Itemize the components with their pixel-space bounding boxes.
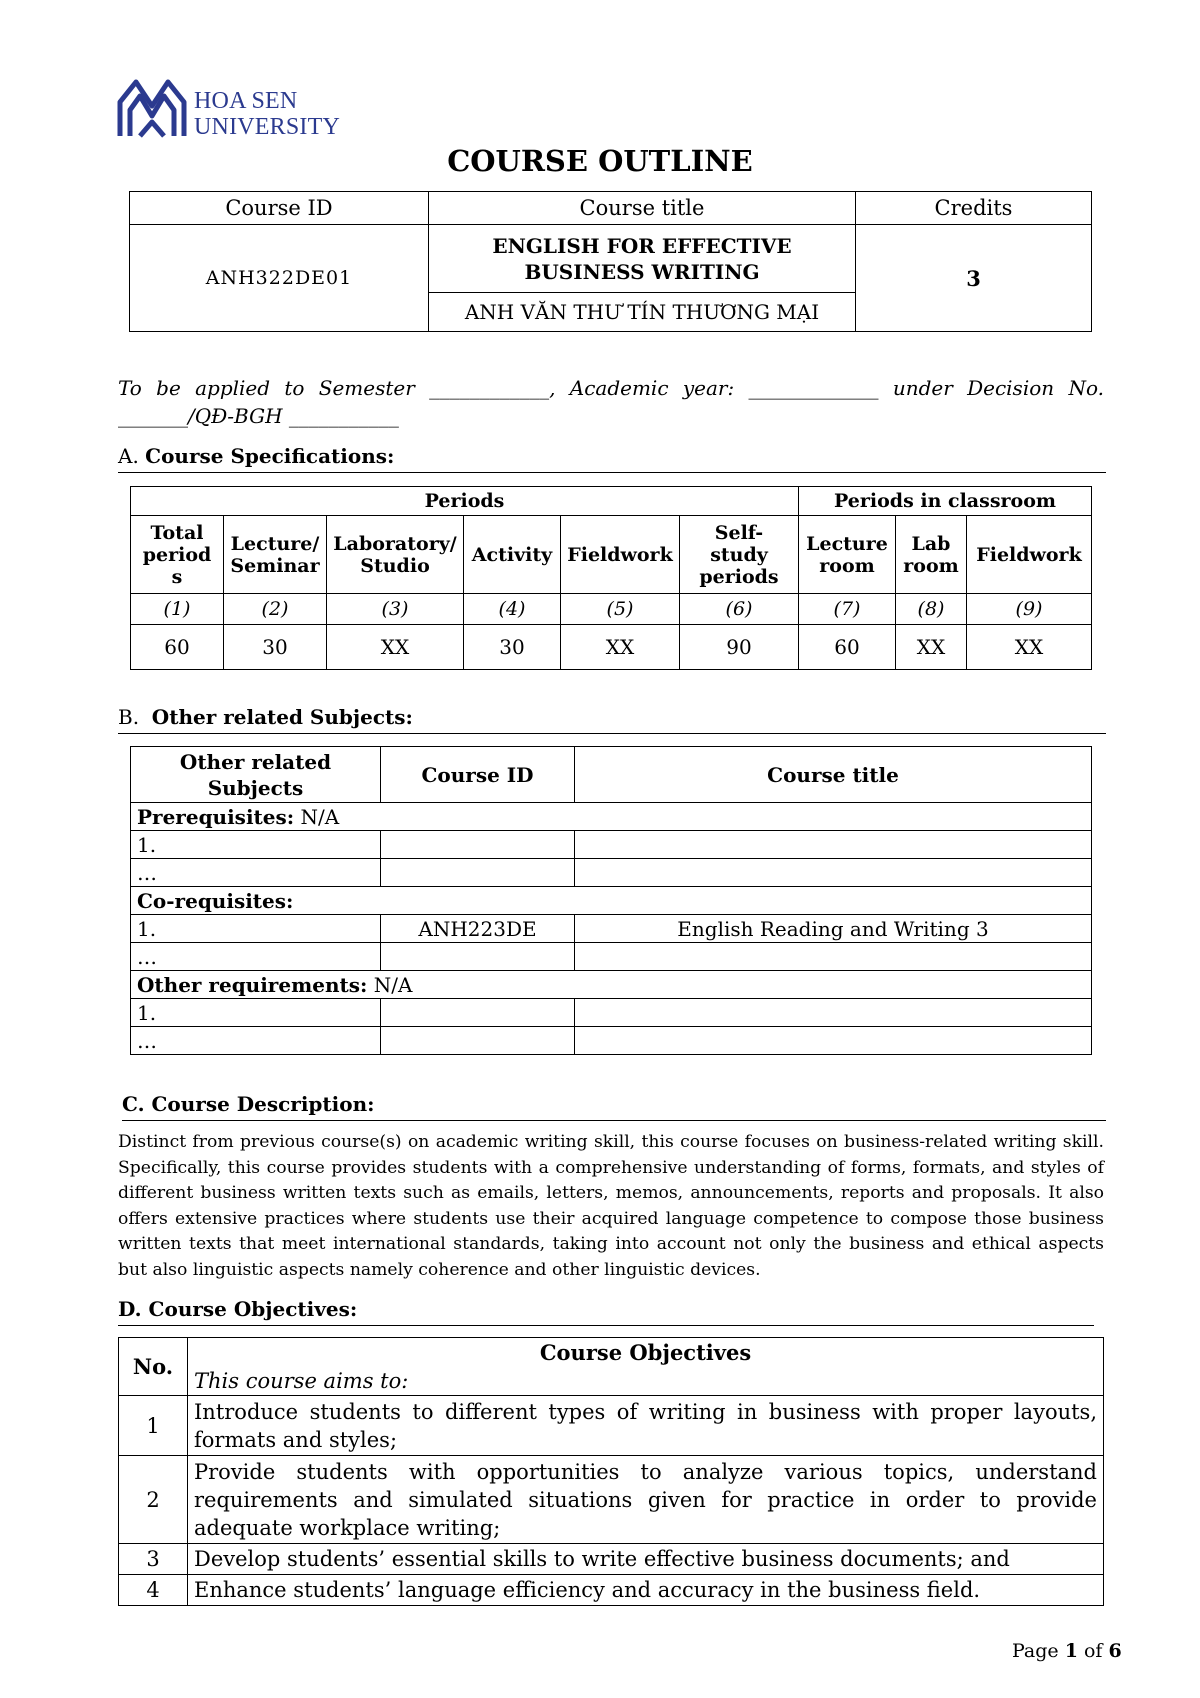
- other-requirements-value: N/A: [367, 972, 413, 997]
- num-5: (5): [561, 594, 680, 625]
- applied-line2: _______/QĐ-BGH ___________: [118, 404, 399, 428]
- objective-1-no: 1: [119, 1396, 188, 1456]
- value-laboratory-studio: XX: [327, 625, 464, 670]
- col-total-periods: Total period s: [131, 516, 224, 594]
- header-related-subjects: Other related Subjects: [131, 747, 381, 803]
- value-lab-room: XX: [896, 625, 967, 670]
- objective-4-no: 4: [119, 1575, 188, 1606]
- num-9: (9): [967, 594, 1092, 625]
- header-course-id: Course ID: [130, 192, 429, 225]
- other-item-1-id: [381, 999, 575, 1027]
- course-id-value: ANH322DE01: [130, 225, 429, 332]
- col-fieldwork: Fieldwork: [561, 516, 680, 594]
- header-credits: Credits: [856, 192, 1092, 225]
- logo-text: [194, 88, 340, 140]
- prereq-item-more: …: [131, 859, 381, 887]
- value-classroom-fieldwork: XX: [967, 625, 1092, 670]
- periods-header: Periods: [131, 487, 799, 516]
- col-lecture-seminar: Lecture/ Seminar: [224, 516, 327, 594]
- col-activity: Activity: [464, 516, 561, 594]
- prereq-item-1: 1.: [131, 831, 381, 859]
- other-item-1: 1.: [131, 999, 381, 1027]
- other-requirements-label: Other requirements:: [137, 972, 368, 997]
- col-lab-room: Lab room: [896, 516, 967, 594]
- section-b-heading: [118, 705, 1106, 734]
- num-4: (4): [464, 594, 561, 625]
- col-laboratory-studio: Laboratory/ Studio: [327, 516, 464, 594]
- course-title-en: [429, 225, 856, 293]
- section-a-heading: [118, 444, 1106, 473]
- prerequisites-label: Prerequisites:: [137, 804, 295, 829]
- page-total: 6: [1108, 1640, 1122, 1662]
- objective-2-text: Provide students with opportunities to analyze various topics, understand requirements and simulated situations given for practice in order to provide adequate workplace writing;: [188, 1456, 1104, 1544]
- page-number: [1012, 1640, 1122, 1662]
- header-objectives-title: Course Objectives: [539, 1339, 752, 1365]
- prereq-item-more-id: [381, 859, 575, 887]
- coreq-item-1: 1.: [131, 915, 381, 943]
- page-of: of: [1077, 1640, 1109, 1662]
- objective-3-text: Develop students’ essential skills to write effective business documents; and: [188, 1544, 1104, 1575]
- corequisites-label: Co-requisites:: [131, 887, 1092, 915]
- num-8: (8): [896, 594, 967, 625]
- value-activity: 30: [464, 625, 561, 670]
- objectives-table: [118, 1337, 1104, 1606]
- header-related-course-id: Course ID: [381, 747, 575, 803]
- value-lecture-room: 60: [799, 625, 896, 670]
- page-title: COURSE OUTLINE: [447, 144, 753, 178]
- section-c-heading: C. Course Description:: [122, 1092, 1106, 1121]
- course-description: Distinct from previous course(s) on academic writing skill, this course focuses on business-related writing skill. Specifically, this course provides students with a comprehensive understanding of forms, formats, and styles of different business written texts such as emails, letters, memos, announcements, reports and proposals. It also offers extensive practices where students use their acquired language competence to compose those business written texts that meet international standards, taking into account not only the business and ethical aspects but also linguistic aspects namely coherence and other linguistic devices.: [118, 1132, 1104, 1280]
- prereq-item-more-title: [575, 859, 1092, 887]
- coreq-item-more-id: [381, 943, 575, 971]
- prerequisites-row: [131, 803, 1092, 831]
- header-objectives: [188, 1338, 1104, 1396]
- header-related-course-title: Course title: [575, 747, 1092, 803]
- coreq-item-1-title: English Reading and Writing 3: [575, 915, 1092, 943]
- course-title-en-line2: BUSINESS WRITING: [524, 259, 760, 284]
- hoa-sen-logo-icon: [116, 72, 188, 140]
- coreq-item-more: …: [131, 943, 381, 971]
- other-item-1-title: [575, 999, 1092, 1027]
- other-item-more-id: [381, 1027, 575, 1055]
- objective-2-no: 2: [119, 1456, 188, 1544]
- col-lecture-room: Lecture room: [799, 516, 896, 594]
- prereq-item-1-id: [381, 831, 575, 859]
- objective-4-text: Enhance students’ language efficiency and accuracy in the business field.: [188, 1575, 1104, 1606]
- page-current: 1: [1064, 1640, 1078, 1662]
- periods-classroom-header: Periods in classroom: [799, 487, 1092, 516]
- applied-line1: To be applied to Semester ____________, Academic year: _____________ under Decision No.: [118, 376, 1104, 400]
- value-lecture-seminar: 30: [224, 625, 327, 670]
- logo-line2: UNIVERSITY: [194, 114, 340, 140]
- section-d-heading: D. Course Objectives:: [118, 1297, 1094, 1326]
- objective-1-text: Introduce students to different types of writing in business with proper layouts, formats and styles;: [188, 1396, 1104, 1456]
- header-no: No.: [119, 1338, 188, 1396]
- num-7: (7): [799, 594, 896, 625]
- prereq-item-1-title: [575, 831, 1092, 859]
- specifications-table: [130, 486, 1092, 670]
- value-total-periods: 60: [131, 625, 224, 670]
- header-objectives-sub: This course aims to:: [194, 1368, 409, 1393]
- col-classroom-fieldwork: Fieldwork: [967, 516, 1092, 594]
- section-a-title: Course Specifications:: [145, 444, 395, 468]
- related-subjects-table: [130, 746, 1092, 1055]
- page-prefix: Page: [1012, 1640, 1065, 1662]
- coreq-item-more-title: [575, 943, 1092, 971]
- course-title-en-line1: ENGLISH FOR EFFECTIVE: [492, 233, 792, 258]
- other-item-more: …: [131, 1027, 381, 1055]
- coreq-item-1-id: ANH223DE: [381, 915, 575, 943]
- num-3: (3): [327, 594, 464, 625]
- course-title-vn: ANH VĂN THƯ TÍN THƯƠNG MẠI: [429, 293, 856, 332]
- other-requirements-row: [131, 971, 1092, 999]
- section-a-label: A.: [118, 444, 139, 468]
- value-fieldwork: XX: [561, 625, 680, 670]
- num-6: (6): [680, 594, 799, 625]
- logo-line1: HOA SEN: [194, 88, 298, 114]
- header-course-title: Course title: [429, 192, 856, 225]
- objective-3-no: 3: [119, 1544, 188, 1575]
- course-info-table: [129, 191, 1092, 332]
- num-2: (2): [224, 594, 327, 625]
- credits-value: 3: [856, 225, 1092, 332]
- section-b-label: B.: [118, 705, 140, 729]
- num-1: (1): [131, 594, 224, 625]
- col-self-study: Self-study periods: [680, 516, 799, 594]
- section-b-title: Other related Subjects:: [151, 705, 413, 729]
- other-item-more-title: [575, 1027, 1092, 1055]
- value-self-study: 90: [680, 625, 799, 670]
- prerequisites-value: N/A: [294, 804, 340, 829]
